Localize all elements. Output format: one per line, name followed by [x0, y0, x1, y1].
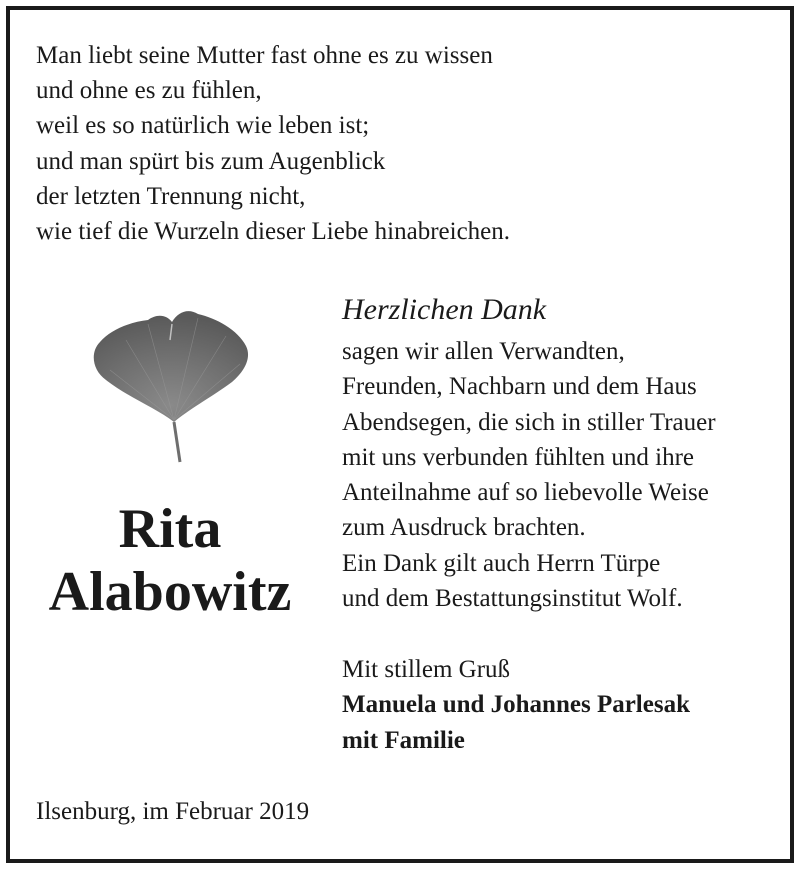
thanks-line: Anteilnahme auf so liebevolle Weise: [342, 479, 709, 507]
deceased-last-name: Alabowitz: [48, 561, 292, 623]
poem-line: Man liebt seine Mutter fast ohne es zu wissen: [36, 42, 493, 69]
poem-line: der letzten Trennung nicht,: [36, 182, 306, 210]
thanks-section: [342, 290, 782, 616]
place-date: Ilsenburg, im Februar 2019: [36, 798, 310, 825]
thanks-line: mit uns verbunden fühlten und ihre: [342, 443, 695, 471]
closing: [342, 652, 782, 758]
thanks-line: sagen wir allen Verwandten,: [342, 338, 625, 365]
poem-line: weil es so natürlich wie leben ist;: [36, 112, 370, 140]
closing-greeting: Mit stillem Gruß: [342, 656, 511, 683]
thanks-line: zum Ausdruck brachten.: [342, 514, 586, 542]
thanks-line: und dem Bestattungsinstitut Wolf.: [342, 585, 683, 613]
poem-line: und man spürt bis zum Augenblick: [36, 147, 386, 175]
poem-line: und ohne es zu fühlen,: [36, 77, 262, 105]
poem-line: wie tief die Wurzeln dieser Liebe hinabreichen.: [36, 218, 511, 246]
signer-line: mit Familie: [342, 726, 465, 754]
poem: [36, 38, 776, 249]
thanks-line: Freunden, Nachbarn und dem Haus: [342, 373, 697, 401]
obituary-notice: [6, 6, 794, 863]
ginkgo-leaf-icon: [86, 300, 252, 466]
thanks-line: Abendsegen, die sich in stiller Trauer: [342, 408, 716, 436]
thanks-body: [342, 334, 782, 616]
signer-line: Manuela und Johannes Parlesak: [342, 691, 690, 719]
thanks-title: Herzlichen Dank: [342, 293, 547, 326]
deceased-first-name: Rita: [118, 498, 222, 560]
thanks-line: Ein Dank gilt auch Herrn Türpe: [342, 549, 661, 577]
